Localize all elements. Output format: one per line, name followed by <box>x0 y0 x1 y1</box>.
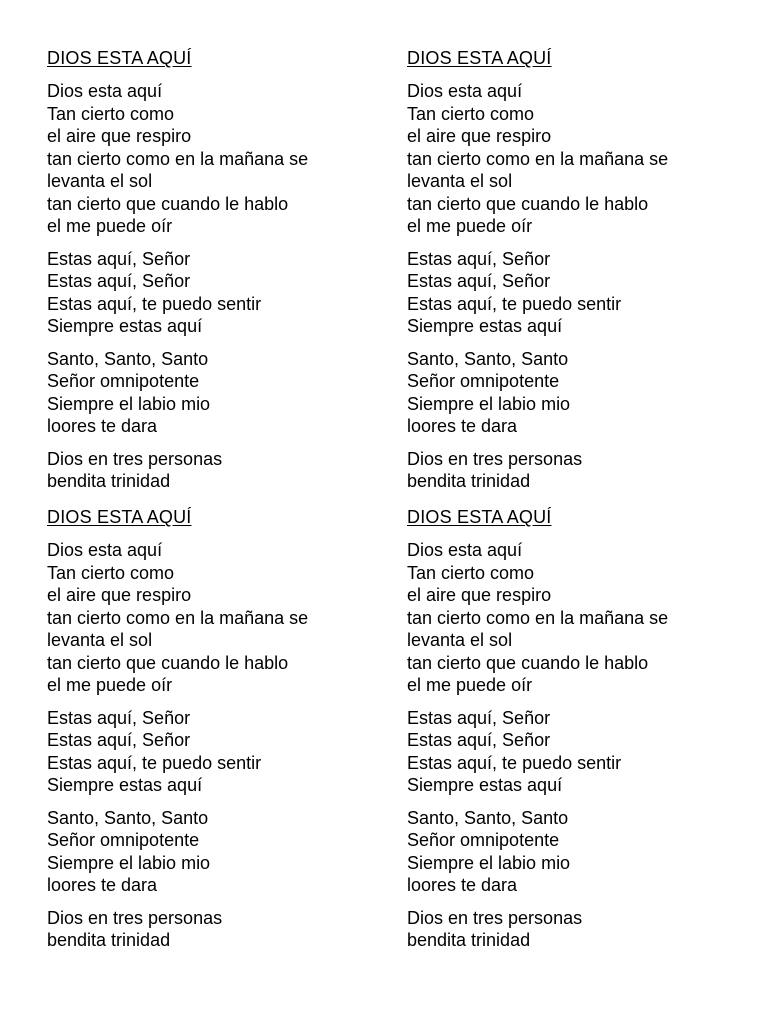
lyric-line: bendita trinidad <box>47 471 171 491</box>
song-title: DIOS ESTA AQUÍ <box>407 507 552 527</box>
stanza <box>47 907 377 952</box>
lyric-line: Estas aquí, Señor <box>47 730 191 750</box>
lyric-line: Estas aquí, te puedo sentir <box>407 293 622 314</box>
lyric-line: Dios en tres personas <box>407 448 583 469</box>
lyric-line: levanta el sol <box>47 630 153 650</box>
stanza <box>47 348 377 438</box>
stanza <box>47 248 377 338</box>
lyric-line: loores te dara <box>47 416 158 436</box>
lyrics-copy-bottom-right <box>407 505 737 962</box>
lyric-line: Santo, Santo, Santo <box>407 348 569 369</box>
lyric-line: el me puede oír <box>47 216 173 236</box>
lyric-line: tan cierto como en la mañana se <box>47 607 309 628</box>
lyric-line: tan cierto que cuando le hablo <box>47 652 289 673</box>
lyric-line: Tan cierto como <box>47 103 175 124</box>
lyric-line: Siempre el labio mio <box>407 852 571 873</box>
lyric-line: bendita trinidad <box>407 930 531 950</box>
lyric-line: el me puede oír <box>47 675 173 695</box>
lyric-line: Estas aquí, te puedo sentir <box>407 752 622 773</box>
lyric-line: Estas aquí, Señor <box>47 248 191 269</box>
lyric-line: Siempre estas aquí <box>47 775 203 795</box>
lyric-line: Dios en tres personas <box>407 907 583 928</box>
lyric-line: Siempre estas aquí <box>47 316 203 336</box>
stanza <box>47 707 377 797</box>
lyric-line: loores te dara <box>407 416 518 436</box>
lyric-line: Estas aquí, Señor <box>407 730 551 750</box>
lyric-line: tan cierto que cuando le hablo <box>407 193 649 214</box>
lyrics-copy-top-left <box>47 46 377 503</box>
lyric-line: Estas aquí, te puedo sentir <box>47 293 262 314</box>
lyric-line: tan cierto que cuando le hablo <box>47 193 289 214</box>
stanza <box>407 907 737 952</box>
lyric-line: Dios esta aquí <box>407 540 523 560</box>
lyric-line: tan cierto como en la mañana se <box>47 148 309 169</box>
lyric-line: Dios esta aquí <box>47 540 163 560</box>
lyric-line: Señor omnipotente <box>407 371 560 391</box>
lyric-line: tan cierto como en la mañana se <box>407 607 669 628</box>
lyric-line: Dios esta aquí <box>47 81 163 101</box>
stanza <box>407 707 737 797</box>
lyric-line: Estas aquí, Señor <box>47 271 191 291</box>
stanza <box>407 448 737 493</box>
lyric-line: loores te dara <box>47 875 158 895</box>
lyric-line: Estas aquí, Señor <box>407 271 551 291</box>
stanza <box>407 807 737 897</box>
lyric-line: levanta el sol <box>47 171 153 191</box>
lyric-line: Estas aquí, Señor <box>407 707 551 728</box>
stanza <box>407 348 737 438</box>
lyric-line: Señor omnipotente <box>47 830 200 850</box>
lyric-line: levanta el sol <box>407 171 513 191</box>
stanza <box>407 248 737 338</box>
stanza <box>407 539 737 697</box>
lyrics-copy-top-right <box>407 46 737 503</box>
song-title: DIOS ESTA AQUÍ <box>47 507 192 527</box>
lyric-line: Siempre el labio mio <box>47 852 211 873</box>
lyric-line: bendita trinidad <box>47 930 171 950</box>
lyric-line: Siempre el labio mio <box>47 393 211 414</box>
lyric-line: Siempre el labio mio <box>407 393 571 414</box>
lyric-line: Dios en tres personas <box>47 448 223 469</box>
lyric-line: Estas aquí, te puedo sentir <box>47 752 262 773</box>
lyrics-copy-bottom-left <box>47 505 377 962</box>
stanza <box>407 80 737 238</box>
lyric-line: el me puede oír <box>407 216 533 236</box>
lyric-line: el aire que respiro <box>407 126 552 146</box>
lyric-line: Dios esta aquí <box>407 81 523 101</box>
stanza <box>47 807 377 897</box>
lyric-line: Dios en tres personas <box>47 907 223 928</box>
stanza <box>47 448 377 493</box>
lyric-line: bendita trinidad <box>407 471 531 491</box>
lyric-line: Tan cierto como <box>407 562 535 583</box>
lyric-line: Estas aquí, Señor <box>407 248 551 269</box>
lyric-line: Siempre estas aquí <box>407 316 563 336</box>
lyric-line: tan cierto que cuando le hablo <box>407 652 649 673</box>
lyric-line: Tan cierto como <box>47 562 175 583</box>
lyric-line: Señor omnipotente <box>47 371 200 391</box>
lyric-line: Estas aquí, Señor <box>47 707 191 728</box>
stanza <box>47 80 377 238</box>
song-title: DIOS ESTA AQUÍ <box>407 48 552 68</box>
lyric-line: el aire que respiro <box>47 126 192 146</box>
lyric-line: el me puede oír <box>407 675 533 695</box>
lyric-line: tan cierto como en la mañana se <box>407 148 669 169</box>
lyric-line: Santo, Santo, Santo <box>407 807 569 828</box>
lyric-line: loores te dara <box>407 875 518 895</box>
lyric-line: Tan cierto como <box>407 103 535 124</box>
lyric-line: Siempre estas aquí <box>407 775 563 795</box>
lyric-line: Santo, Santo, Santo <box>47 807 209 828</box>
lyric-line: Señor omnipotente <box>407 830 560 850</box>
song-title: DIOS ESTA AQUÍ <box>47 48 192 68</box>
lyric-line: el aire que respiro <box>47 585 192 605</box>
lyric-line: Santo, Santo, Santo <box>47 348 209 369</box>
lyric-line: el aire que respiro <box>407 585 552 605</box>
lyric-line: levanta el sol <box>407 630 513 650</box>
stanza <box>47 539 377 697</box>
